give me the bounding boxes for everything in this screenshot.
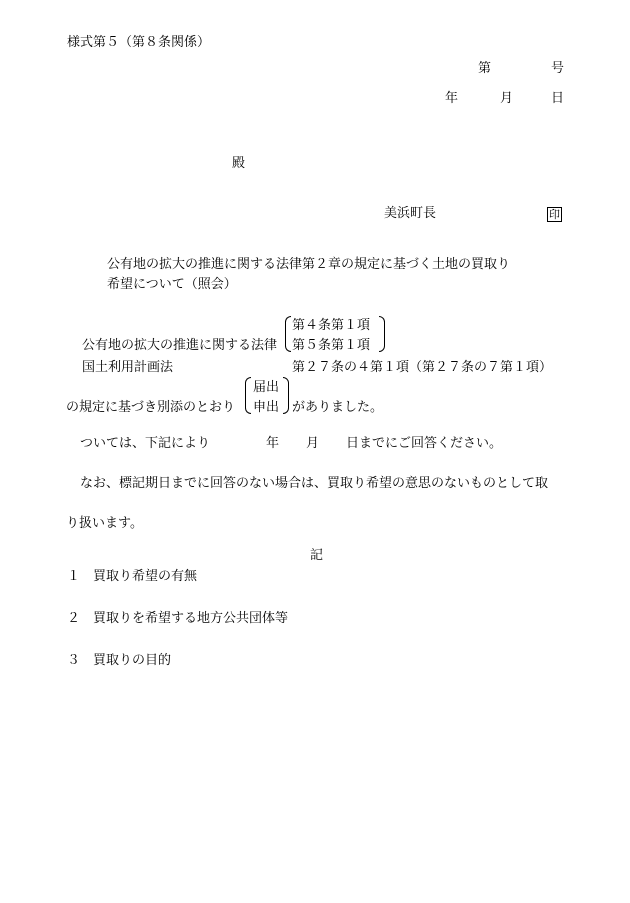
law-1-name: 公有地の拡大の推進に関する法律 bbox=[82, 338, 278, 353]
law-2-clause: 第２７条の４第１項（第２７条の７第１項） bbox=[292, 360, 553, 375]
basis-option-1: 届出 bbox=[253, 380, 280, 395]
law-1-option-1: 第４条第１項 bbox=[292, 318, 371, 333]
date-day: 日 bbox=[551, 91, 565, 106]
date-month: 月 bbox=[500, 91, 514, 106]
reply-year: 年 bbox=[266, 436, 280, 451]
form-number: 様式第５（第８条関係） bbox=[67, 35, 211, 50]
reply-suffix: 日までにご回答ください。 bbox=[346, 436, 503, 451]
sender-name: 美浜町長 bbox=[384, 206, 437, 221]
date-year: 年 bbox=[445, 91, 459, 106]
title-line-1: 公有地の拡大の推進に関する法律第２章の規定に基づく土地の買取り bbox=[107, 257, 511, 272]
addressee-honorific: 殿 bbox=[232, 156, 246, 171]
reply-month: 月 bbox=[306, 436, 320, 451]
note-item-1-label: 買取り希望の有無 bbox=[93, 569, 198, 584]
note-item-1-number: １ bbox=[67, 569, 81, 584]
note-item-2-number: ２ bbox=[67, 611, 81, 626]
law-1-option-2: 第５条第１項 bbox=[292, 338, 371, 353]
left-brace bbox=[285, 316, 291, 352]
doc-number-suffix: 号 bbox=[551, 61, 565, 76]
note-line-1: なお、標記期日までに回答のない場合は、買取り希望の意思のないものとして取 bbox=[80, 476, 549, 491]
right-brace bbox=[379, 316, 385, 352]
basis-prefix: の規定に基づき別添のとおり bbox=[66, 400, 236, 415]
left-brace bbox=[245, 377, 251, 414]
basis-option-2: 申出 bbox=[253, 400, 280, 415]
note-item-2-label: 買取りを希望する地方公共団体等 bbox=[93, 611, 289, 626]
notes-heading: 記 bbox=[310, 548, 324, 563]
reply-request-prefix: ついては、下記により bbox=[80, 436, 211, 451]
right-brace bbox=[283, 377, 289, 414]
seal-mark: 印 bbox=[549, 208, 560, 221]
basis-suffix: がありました。 bbox=[292, 400, 384, 415]
title-line-2: 希望について（照会） bbox=[107, 277, 237, 292]
note-item-3-number: ３ bbox=[67, 653, 81, 668]
note-line-2: り扱います。 bbox=[66, 516, 143, 531]
doc-number-prefix: 第 bbox=[478, 61, 492, 76]
note-item-3-label: 買取りの目的 bbox=[93, 653, 172, 668]
law-2-name: 国土利用計画法 bbox=[82, 360, 174, 375]
